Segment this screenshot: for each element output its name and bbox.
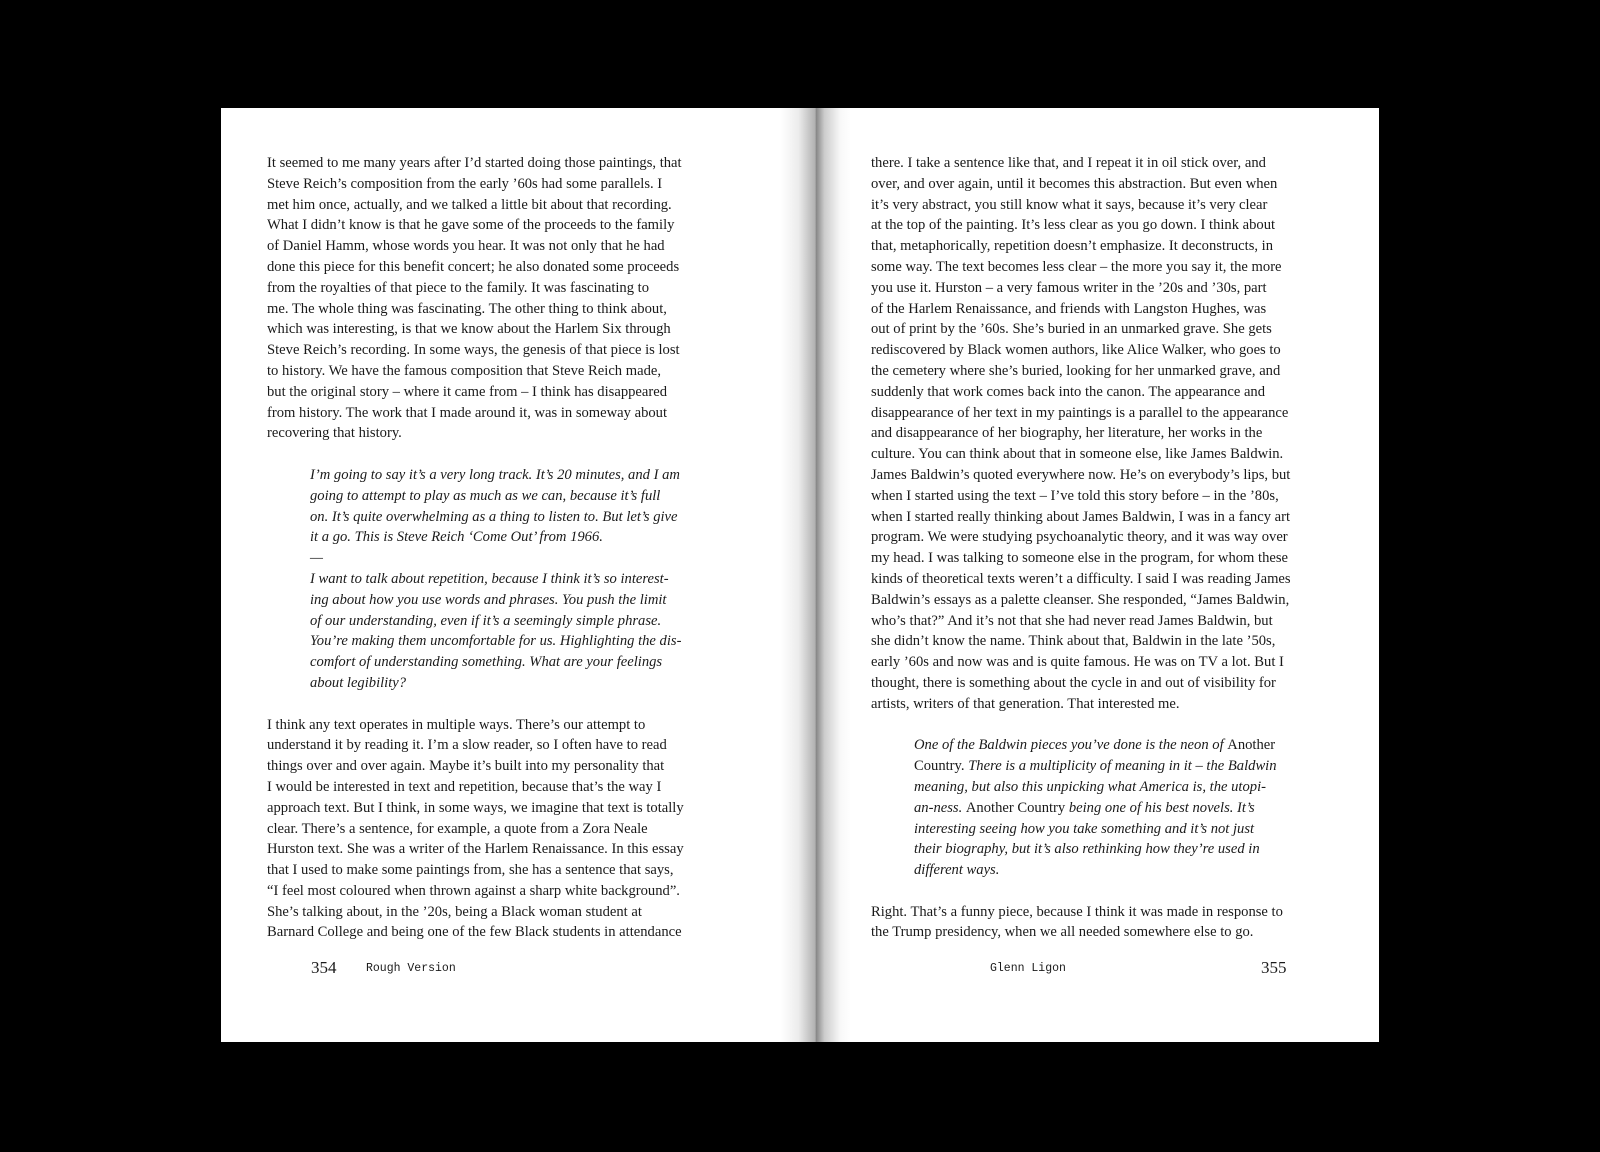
text-line: Country. There is a multiplicity of meaning in it – the Baldwin [914, 758, 1277, 775]
question-separator: — [310, 550, 323, 567]
text-line: at the top of the painting. It’s less clear as you go down. I think about [871, 217, 1276, 234]
text-line: out of print by the ’60s. She’s buried in an unmarked grave. She gets [871, 321, 1272, 338]
text-line: about legibility? [310, 674, 407, 691]
text-line: their biography, but it’s also rethinking how they’re used in [914, 841, 1260, 858]
text-line: interesting seeing how you take something and it’s not just [914, 820, 1255, 837]
right-page-body [871, 153, 1316, 943]
text-line: It seemed to me many years after I’d started doing those paintings, that [267, 155, 682, 171]
text-line: you use it. Hurston – a very famous writer in the ’20s and ’30s, part [871, 279, 1267, 296]
left-page-body [267, 153, 712, 943]
text-line: there. I take a sentence like that, and I repeat it in oil stick over, and [871, 155, 1266, 171]
left-page [221, 108, 801, 1042]
text-line: to history. We have the famous composition that Steve Reich made, [267, 362, 661, 379]
book-gutter-shadow [781, 108, 851, 1042]
text-line: some way. The text becomes less clear – the more you say it, the more [871, 258, 1282, 275]
text-line: clear. There’s a sentence, for example, a quote from a Zora Neale [267, 820, 648, 837]
text-line: things over and over again. Maybe it’s built into my personality that [267, 758, 665, 775]
text-line: I would be interested in text and repetition, because that’s the way I [267, 778, 662, 795]
text-line: done this piece for this benefit concert; he also donated some proceeds [267, 258, 680, 275]
running-head: Rough Version [366, 962, 456, 975]
text-line: James Baldwin’s quoted everywhere now. He’s on everybody’s lips, but [871, 466, 1291, 483]
text-line: me. The whole thing was fascinating. The other thing to think about, [267, 300, 667, 317]
page-number: 354 [311, 958, 337, 977]
text-line: the cemetery where she’s buried, looking for her unmarked grave, and [871, 362, 1281, 379]
text-line: meaning, but also this unpicking what America is, the utopi- [914, 778, 1266, 795]
text-line: the Trump presidency, when we all needed somewhere else to go. [871, 924, 1254, 941]
text-line: You’re making them uncomfortable for us. Highlighting the dis- [310, 633, 682, 650]
text-line: ing about how you use words and phrases. You push the limit [310, 591, 667, 608]
text-line: Hurston text. She was a writer of the Harlem Renaissance. In this essay [267, 841, 684, 858]
answer-paragraph [871, 902, 1316, 944]
text-line: when I started using the text – I’ve told this story before – in the ’80s, [871, 487, 1279, 504]
text-line: comfort of understanding something. What are your feelings [310, 654, 663, 671]
text-line: that I used to make some paintings from, she has a sentence that says, [267, 862, 674, 879]
running-head: Glenn Ligon [990, 962, 1066, 975]
text-line: over, and over again, until it becomes this abstraction. But even when [871, 175, 1278, 192]
text-line: What I didn’t know is that he gave some of the proceeds to the family [267, 217, 675, 234]
right-page [800, 108, 1379, 1042]
text-line: of our understanding, even if it’s a seemingly simple phrase. [310, 612, 662, 629]
text-line: artists, writers of that generation. That interested me. [871, 695, 1180, 712]
text-line: it a go. This is Steve Reich ‘Come Out’ from 1966. [310, 529, 603, 546]
text-line: met him once, actually, and we talked a little bit about that recording. [267, 196, 672, 213]
text-line: going to attempt to play as much as we can, because it’s full [310, 487, 661, 504]
answer-paragraph [267, 715, 712, 944]
text-line: and disappearance of her biography, her literature, her works in the [871, 425, 1263, 442]
answer-paragraph [871, 153, 1316, 715]
text-line: of the Harlem Renaissance, and friends with Langston Hughes, was [871, 300, 1267, 317]
text-line: that, metaphorically, repetition doesn’t emphasize. It deconstructs, in [871, 238, 1274, 255]
book-spread [221, 108, 1379, 1042]
text-line: rediscovered by Black women authors, like Alice Walker, who goes to [871, 342, 1281, 359]
text-line: culture. You can think about that in someone else, like James Baldwin. [871, 446, 1284, 463]
text-line: She’s talking about, in the ’20s, being a Black woman student at [267, 903, 642, 920]
text-line: Steve Reich’s recording. In some ways, the genesis of that piece is lost [267, 342, 680, 359]
text-line: Steve Reich’s composition from the early ’60s had some parallels. I [267, 175, 663, 192]
text-line: approach text. But I think, in some ways, we imagine that text is totally [267, 799, 684, 816]
text-line: from history. The work that I made around it, was in someway about [267, 404, 668, 421]
text-line: on. It’s quite overwhelming as a thing to listen to. But let’s give [310, 508, 678, 525]
text-line: suddenly that work comes back into the canon. The appearance and [871, 383, 1266, 400]
text-line: she didn’t know the name. Think about that, Baldwin in the late ’50s, [871, 633, 1276, 650]
text-line: of Daniel Hamm, whose words you hear. It was not only that he had [267, 238, 665, 255]
text-line: understand it by reading it. I’m a slow reader, so I often have to read [267, 737, 667, 754]
text-line: program. We were studying psychoanalytic theory, and it was way over [871, 529, 1288, 546]
text-line: One of the Baldwin pieces you’ve done is the neon of Another [914, 737, 1276, 754]
text-line: early ’60s and now was and is quite famous. He was on TV a lot. But I [871, 654, 1284, 671]
text-line: different ways. [914, 862, 1000, 879]
text-line: recovering that history. [267, 425, 402, 442]
text-line: I think any text operates in multiple ways. There’s our attempt to [267, 716, 646, 733]
page-number: 355 [1261, 958, 1287, 977]
text-line: it’s very abstract, you still know what it says, because it’s very clear [871, 196, 1268, 213]
text-line: my head. I was talking to someone else in the program, for whom these [871, 550, 1289, 567]
text-line: “I feel most coloured when thrown against a sharp white background”. [267, 882, 680, 899]
book-title: Another [1227, 737, 1276, 754]
text-line: Barnard College and being one of the few Black students in attendance [267, 924, 682, 941]
answer-paragraph [267, 153, 712, 444]
text-line: I want to talk about repetition, because I think it’s so interest- [310, 570, 669, 587]
text-line: thought, there is something about the cycle in and out of visibility for [871, 674, 1276, 691]
book-title: Another Country [965, 799, 1066, 816]
text-line: kinds of theoretical texts weren’t a difficulty. I said I was reading James [871, 570, 1291, 587]
text-line: which was interesting, is that we know about the Harlem Six through [267, 321, 671, 338]
text-line: Baldwin’s essays as a palette cleanser. She responded, “James Baldwin, [871, 591, 1290, 608]
text-line: but the original story – where it came from – I think has disappeared [267, 383, 667, 400]
text-line: when I started really thinking about James Baldwin, I was in a fancy art [871, 508, 1291, 525]
text-line: disappearance of her text in my paintings is a parallel to the appearance [871, 404, 1289, 421]
text-line: Right. That’s a funny piece, because I think it was made in response to [871, 903, 1283, 920]
text-line: an-ness. Another Country being one of his best novels. It’s [914, 799, 1255, 816]
text-line: I’m going to say it’s a very long track. It’s 20 minutes, and I am [310, 466, 680, 483]
interviewer-question [871, 735, 1316, 881]
text-line: from the royalties of that piece to the family. It was fascinating to [267, 279, 650, 296]
interviewer-question [267, 465, 712, 694]
book-title: Country. [914, 758, 965, 775]
text-line: who’s that?” And it’s not that she had never read James Baldwin, but [871, 612, 1273, 629]
